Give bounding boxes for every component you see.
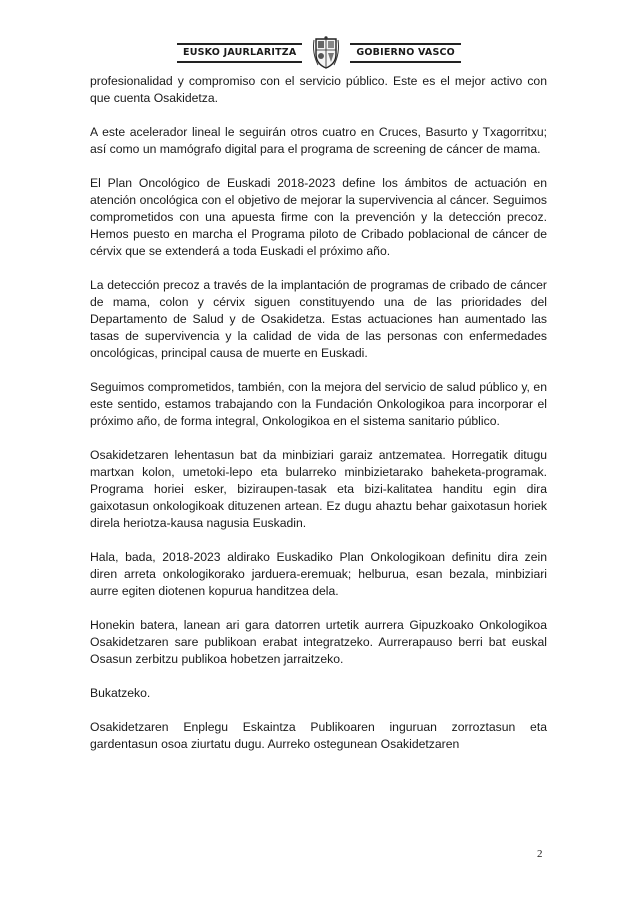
paragraph: Osakidetzaren Enplegu Eskaintza Publikoaren inguruan zorroztasun eta gardentasun osoa ziurtatu dugu. Aurreko ostegunean Osakidetzaren: [90, 720, 547, 751]
government-header: [0, 36, 638, 70]
paragraph: El Plan Oncológico de Euskadi 2018-2023 define los ámbitos de actuación en atención oncológica con el objetivo de mejorar la supervivencia al cáncer. Seguimos comprometidos con una apuesta firme con la prevención y la detección precoz. Hemos puesto en marcha el Programa piloto de Cribado poblacional de cáncer de cérvix que se extenderá a toda Euskadi el próximo año.: [90, 176, 547, 258]
paragraph: profesionalidad y compromiso con el servicio público. Este es el mejor activo con que cuenta Osakidetza.: [90, 74, 547, 105]
paragraph: A este acelerador lineal le seguirán otros cuatro en Cruces, Basurto y Txagorritxu; así como un mamógrafo digital para el programa de screening de cáncer de mama.: [90, 125, 547, 156]
coat-of-arms-icon: [309, 36, 343, 70]
header-right-text: GOBIERNO VASCO: [350, 43, 461, 63]
paragraph: Honekin batera, lanean ari gara datorren urtetik aurrera Gipuzkoako Onkologikoa Osakidetzaren sare publikoan erabat integratzeko. Aurrerapauso berri bat euskal Osasun zerbitzu publikoa hobetzen jarraitzeko.: [90, 618, 547, 666]
paragraph: Bukatzeko.: [90, 686, 151, 700]
header-left-text: EUSKO JAURLARITZA: [177, 43, 302, 63]
paragraph: La detección precoz a través de la implantación de programas de cribado de cáncer de mama, colon y cérvix siguen constituyendo una de las prioridades del Departamento de Salud y de Osakidetza. Estas actuaciones han aumentado las tasas de supervivencia y la calidad de vida de las personas con enfermedades oncológicas, principal causa de muerte en Euskadi.: [90, 278, 547, 360]
paragraph: Seguimos comprometidos, también, con la mejora del servicio de salud público y, en este sentido, estamos trabajando con la Fundación Onkologikoa para incorporar el próximo año, de forma integral, Onkologikoa en el sistema sanitario público.: [90, 380, 547, 428]
document-body: [90, 73, 547, 770]
paragraph: Hala, bada, 2018-2023 aldirako Euskadiko Plan Onkologikoan definitu dira zein diren arreta onkologikorako jarduera-eremuak; helburua, esan bezala, minbiziari aurre egiten diotenen kopurua handitzea dela.: [90, 550, 547, 598]
page-number: 2: [537, 848, 543, 860]
paragraph: Osakidetzaren lehentasun bat da minbiziari garaiz antzematea. Horregatik ditugu martxan kolon, umetoki-lepo eta bularreko minbizietarako baheketa-programak. Programa horiei esker, biziraupen-tasak eta bizi-kalitatea handitu egin dira gaixotasun onkologikoak dituzenen artean. Ez dugu ahaztu behar gaixotasun horiek direla heriotza-kausa nagusia Euskadin.: [90, 448, 547, 530]
